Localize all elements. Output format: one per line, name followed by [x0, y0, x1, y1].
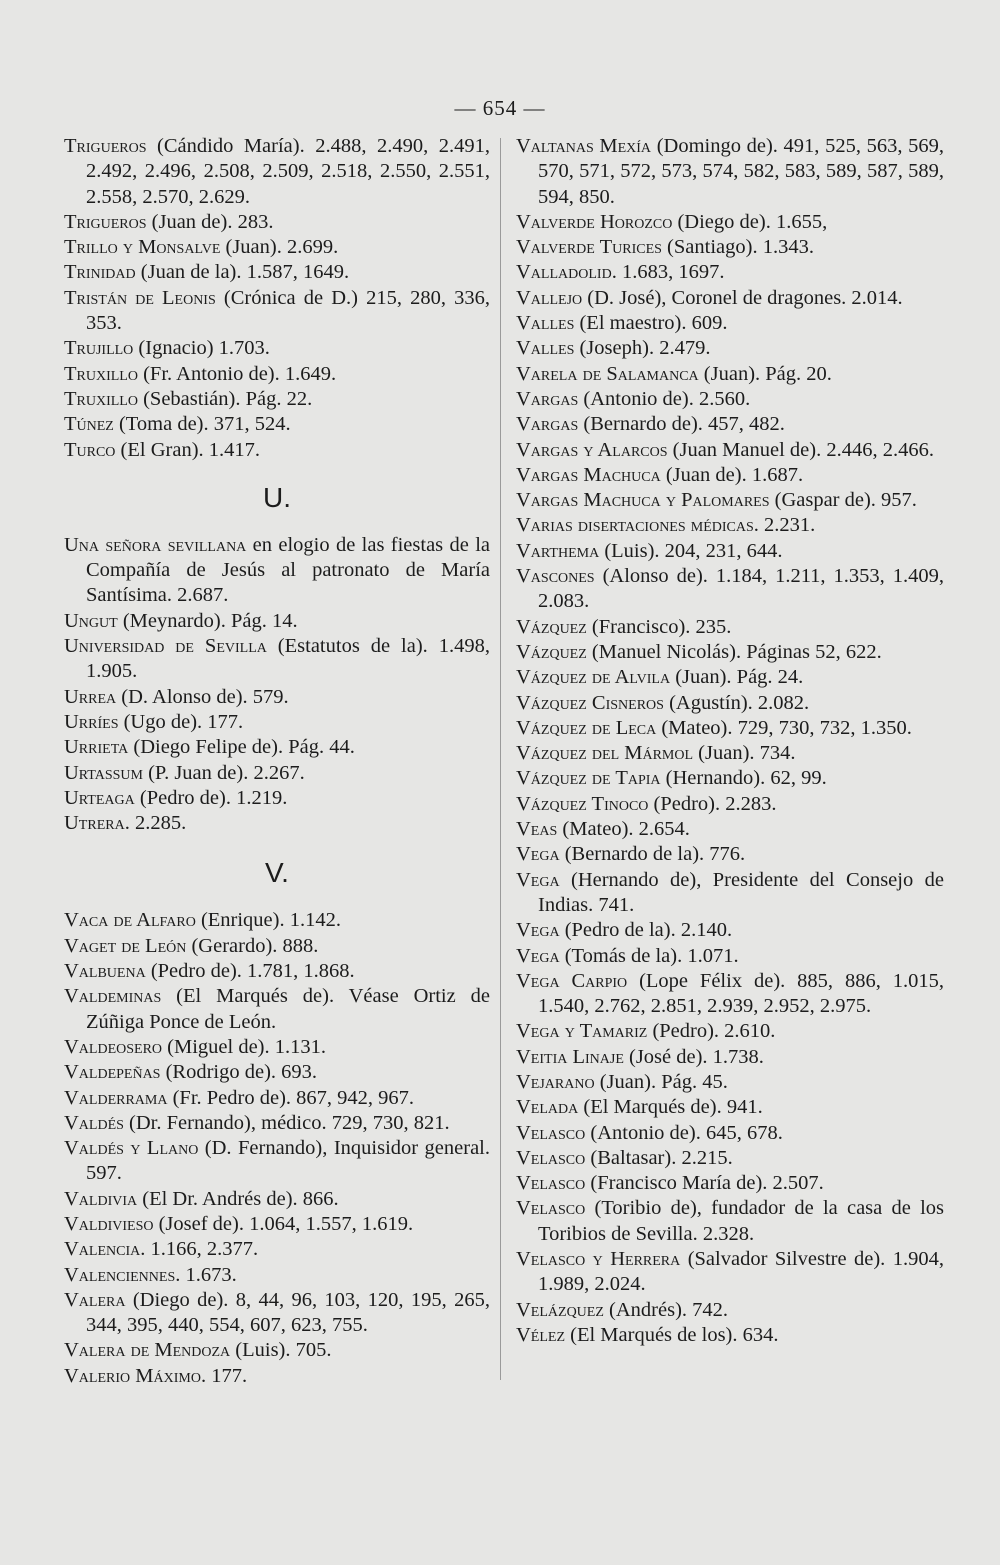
entry-text: (Diego de). 1.655, — [672, 210, 828, 233]
entry-text: (Francisco). 235. — [586, 615, 732, 638]
entry-headword: Varela de Salamanca — [516, 362, 699, 385]
index-entry — [516, 944, 944, 969]
index-entry — [516, 1171, 944, 1196]
entry-text: (Mateo). 729, 730, 732, 1.350. — [656, 716, 912, 739]
index-entry — [516, 665, 944, 690]
entry-text: (Ignacio) 1.703. — [133, 337, 270, 360]
entry-text: (Salvador Silvestre de). 1.904, 1.989, 2.024. — [538, 1248, 944, 1296]
right-entries — [516, 134, 944, 1348]
entry-headword: Vázquez de Leca — [516, 716, 657, 739]
entry-text: (Joseph). 2.479. — [574, 337, 711, 360]
entry-headword: Vargas — [516, 413, 579, 436]
entry-headword: Vargas — [516, 387, 579, 410]
index-entry — [516, 260, 944, 285]
index-entry — [64, 533, 490, 609]
entry-text: (Dr. Fernando), médico. 729, 730, 821. — [123, 1111, 450, 1134]
entry-text: (Juan de). 1.687. — [660, 463, 804, 486]
entry-text: (Diego Felipe de). Pág. 44. — [128, 736, 355, 759]
index-entry — [64, 286, 490, 337]
entry-headword: Vega — [516, 919, 560, 942]
entry-headword: Vázquez Cisneros — [516, 691, 664, 714]
index-entry — [64, 634, 490, 685]
entry-headword: Túnez — [64, 413, 114, 436]
entry-headword: Vaget de León — [64, 934, 187, 957]
index-entry — [516, 868, 944, 919]
entry-headword: Vega — [516, 843, 560, 866]
entry-text: . 2.231. — [753, 514, 816, 537]
index-entry — [64, 908, 490, 933]
index-entry — [64, 811, 490, 836]
index-entry — [64, 1060, 490, 1085]
entry-headword: Valles — [516, 312, 575, 335]
entry-headword: Velázquez — [516, 1298, 604, 1321]
entry-text: (El Dr. Andrés de). 866. — [137, 1187, 339, 1210]
entry-headword: Velasco — [516, 1172, 586, 1195]
index-entry — [516, 918, 944, 943]
entry-text: (Juan). Pág. 24. — [670, 666, 804, 689]
entry-text: (Meynardo). Pág. 14. — [117, 609, 298, 632]
entry-text: (El Marqués de los). 634. — [565, 1323, 779, 1346]
entry-headword: Valera — [64, 1288, 126, 1311]
entry-headword: Urrieta — [64, 736, 129, 759]
entry-headword: Turco — [64, 438, 116, 461]
entry-text: (Domingo de). 491, 525, 563, 569, 570, 571, 572, 573, 574, 582, 583, 589, 587, 589, 594, 850. — [538, 135, 944, 208]
index-entry — [516, 311, 944, 336]
index-entry — [516, 1070, 944, 1095]
entry-text: (Pedro de). 1.781, 1.868. — [145, 960, 355, 983]
index-entry — [516, 1019, 944, 1044]
entry-headword: Valdeminas — [64, 985, 162, 1008]
entry-headword: Valdivieso — [64, 1212, 154, 1235]
index-entry — [64, 1288, 490, 1339]
index-entry — [64, 336, 490, 361]
index-entry — [516, 1095, 944, 1120]
entry-text: (Luis). 705. — [230, 1339, 332, 1362]
entry-headword: Velada — [516, 1096, 579, 1119]
index-entry — [516, 969, 944, 1020]
index-entry — [64, 761, 490, 786]
index-entry — [64, 1212, 490, 1237]
entry-headword: Truxillo — [64, 387, 138, 410]
entry-headword: Valdés y Llano — [64, 1137, 199, 1160]
entry-headword: Urtassum — [64, 761, 143, 784]
entry-text: (Gaspar de). 957. — [769, 489, 917, 512]
entry-text: (Toribio de), fundador de la casa de los Toribios de Sevilla. 2.328. — [538, 1197, 944, 1245]
index-entry — [516, 640, 944, 665]
entry-text: (D. José), Coronel de dragones. 2.014. — [582, 286, 903, 309]
index-entry — [516, 539, 944, 564]
entry-text: (Pedro de). 1.219. — [134, 786, 288, 809]
entry-headword: Truxillo — [64, 362, 138, 385]
index-entry — [516, 210, 944, 235]
index-entry — [64, 959, 490, 984]
entry-headword: Trillo y Monsalve — [64, 236, 221, 259]
index-entry — [516, 741, 944, 766]
entry-headword: Velasco — [516, 1146, 586, 1169]
entry-headword: Varias disertaciones médicas — [516, 514, 754, 537]
index-entry — [64, 412, 490, 437]
entry-text: (Juan). Pág. 20. — [698, 362, 832, 385]
index-entry — [64, 735, 490, 760]
entry-text: (Toma de). 371, 524. — [113, 413, 291, 436]
entry-headword: Vega — [516, 944, 560, 967]
index-entry — [516, 1121, 944, 1146]
column-divider — [500, 138, 501, 1380]
entry-headword: Valencia — [64, 1238, 141, 1261]
index-entry — [64, 934, 490, 959]
entry-text: (Juan Manuel de). 2.446, 2.466. — [667, 438, 934, 461]
entry-text: (Baltasar). 2.215. — [585, 1146, 733, 1169]
index-entry — [64, 362, 490, 387]
entry-headword: Vázquez — [516, 640, 587, 663]
entry-headword: Una señora sevillana — [64, 533, 247, 556]
entry-text: (Josef de). 1.064, 1.557, 1.619. — [153, 1212, 414, 1235]
index-entry — [64, 134, 490, 210]
entry-text: (Lope Félix de). 885, 886, 1.015, 1.540, 2.762, 2.851, 2.939, 2.952, 2.975. — [538, 969, 944, 1018]
entry-text: (Santiago). 1.343. — [661, 236, 814, 259]
entry-text: (El Gran). 1.417. — [115, 438, 261, 461]
entry-text: (Pedro). 2.610. — [647, 1020, 776, 1043]
entry-headword: Valverde Turices — [516, 236, 662, 259]
index-entry — [516, 716, 944, 741]
entry-text: (Fr. Pedro de). 867, 942, 967. — [167, 1086, 415, 1109]
entry-text: (Juan). Pág. 45. — [594, 1070, 728, 1093]
index-entry — [64, 387, 490, 412]
index-entry — [516, 412, 944, 437]
entry-headword: Veitia Linaje — [516, 1045, 624, 1068]
entry-headword: Urríes — [64, 710, 119, 733]
entry-text: (Ugo de). 177. — [118, 710, 244, 733]
index-entry — [516, 842, 944, 867]
entry-headword: Valbuena — [64, 960, 146, 983]
entry-text: (D. Alonso de). 579. — [116, 685, 289, 708]
index-entry — [64, 1338, 490, 1363]
entry-headword: Valerio Máximo — [64, 1364, 201, 1387]
entry-headword: Urteaga — [64, 786, 135, 809]
index-entry — [516, 817, 944, 842]
entry-headword: Utrera — [64, 812, 125, 835]
t-entries — [64, 134, 490, 463]
entry-headword: Valdeosero — [64, 1035, 163, 1058]
entry-text: . 2.285. — [124, 812, 187, 835]
index-entry — [516, 1045, 944, 1070]
entry-headword: Vascones — [516, 565, 595, 588]
index-entry — [64, 438, 490, 463]
entry-text: (Juan de). 283. — [146, 210, 274, 233]
entry-headword: Trigueros — [64, 210, 147, 233]
entry-text: (Andrés). 742. — [603, 1298, 729, 1321]
entry-text: (Cándido María). 2.488, 2.490, 2.491, 2.492, 2.496, 2.508, 2.509, 2.518, 2.550, 2.551, 2.558, 2.570, 2.629. — [86, 135, 490, 208]
entry-headword: Vallejo — [516, 286, 583, 309]
index-entry — [516, 438, 944, 463]
index-entry — [516, 336, 944, 361]
entry-headword: Velasco y Herrera — [516, 1248, 681, 1271]
entry-text: (Miguel de). 1.131. — [162, 1035, 327, 1058]
entry-headword: Valdés — [64, 1111, 124, 1134]
index-entry — [64, 1111, 490, 1136]
index-entry — [64, 685, 490, 710]
index-entry — [64, 1364, 490, 1389]
entry-headword: Varthema — [516, 539, 600, 562]
index-entry — [64, 235, 490, 260]
entry-text: (Rodrigo de). 693. — [160, 1061, 318, 1084]
entry-headword: Valles — [516, 337, 575, 360]
entry-headword: Vázquez de Alvila — [516, 666, 671, 689]
index-entry — [516, 691, 944, 716]
entry-headword: Vega Carpio — [516, 969, 628, 992]
entry-text: (Hernando). 62, 99. — [660, 767, 827, 790]
entry-text: (Estatutos de la). 1.498, 1.905. — [86, 635, 490, 683]
index-entry — [516, 1247, 944, 1298]
index-entry — [516, 235, 944, 260]
entry-text: (Crónica de D.) 215, 280, 336, 353. — [86, 286, 490, 335]
entry-text: (Juan). 2.699. — [220, 236, 339, 259]
entry-text: . 1.683, 1697. — [611, 261, 725, 284]
index-entry — [516, 134, 944, 210]
entry-headword: Velasco — [516, 1197, 586, 1220]
entry-headword: Vázquez Tinoco — [516, 792, 649, 815]
entry-headword: Vaca de Alfaro — [64, 909, 196, 932]
index-entry — [64, 210, 490, 235]
entry-text: (Antonio de). 645, 678. — [585, 1121, 783, 1144]
entry-headword: Trinidad — [64, 261, 136, 284]
section-letter-u: U. — [263, 481, 291, 513]
entry-headword: Urrea — [64, 685, 117, 708]
index-entry — [64, 1035, 490, 1060]
entry-headword: Vélez — [516, 1323, 566, 1346]
entry-text: (Hernando de), Presidente del Consejo de Indias. 741. — [538, 868, 944, 916]
entry-text: (Antonio de). 2.560. — [578, 387, 751, 410]
entry-text: (Juan de la). 1.587, 1649. — [135, 261, 350, 284]
index-entry — [64, 1263, 490, 1288]
page-number: — 654 — — [454, 96, 546, 120]
left-column — [64, 134, 490, 1389]
entry-text: en elogio de las fiestas de la Compañía de Jesús al patronato de María Santísima. 2.687. — [86, 533, 491, 607]
index-entry — [516, 792, 944, 817]
index-entry — [516, 387, 944, 412]
index-entry — [64, 786, 490, 811]
index-entry — [64, 710, 490, 735]
entry-text: (Luis). 204, 231, 644. — [599, 539, 783, 562]
index-entry — [516, 1323, 944, 1348]
index-entry — [516, 1146, 944, 1171]
index-entry — [516, 362, 944, 387]
entry-text: . 1.673. — [175, 1263, 237, 1286]
index-entry — [64, 1237, 490, 1262]
index-entry — [64, 1136, 490, 1187]
entry-text: (Bernardo de). 457, 482. — [578, 413, 785, 436]
index-entry — [516, 1298, 944, 1323]
entry-text: (Diego de). 8, 44, 96, 103, 120, 195, 265, 344, 395, 440, 554, 607, 623, 755. — [86, 1288, 490, 1337]
entry-headword: Trujillo — [64, 337, 134, 360]
entry-text: (Manuel Nicolás). Páginas 52, 622. — [586, 640, 882, 663]
entry-headword: Vargas Machuca y Palomares — [516, 489, 770, 512]
entry-text: (Pedro de la). 2.140. — [559, 919, 733, 942]
entry-text: (P. Juan de). 2.267. — [142, 761, 305, 784]
entry-headword: Vázquez del Mármol — [516, 742, 694, 765]
entry-text: (Fr. Antonio de). 1.649. — [137, 362, 337, 385]
entry-headword: Vargas Machuca — [516, 463, 661, 486]
entry-headword: Valverde Horozco — [516, 210, 673, 233]
entry-headword: Valladolid — [516, 261, 612, 284]
entry-headword: Vargas y Alarcos — [516, 438, 668, 461]
entry-text: (Agustín). 2.082. — [663, 691, 810, 714]
entry-headword: Vejarano — [516, 1070, 595, 1093]
entry-text: (Pedro). 2.283. — [648, 792, 777, 815]
entry-text: (Sebastián). Pág. 22. — [137, 387, 313, 410]
entry-headword: Vega y Tamariz — [516, 1020, 648, 1043]
entry-text: (El Marqués de). 941. — [578, 1096, 763, 1119]
entry-headword: Tristán de Leonis — [64, 286, 216, 309]
entry-headword: Vázquez — [516, 615, 587, 638]
entry-text: (El maestro). 609. — [574, 312, 728, 335]
entry-text: (Tomás de la). 1.071. — [559, 944, 739, 967]
entry-headword: Valtanas Mexía — [516, 135, 652, 157]
entry-headword: Velasco — [516, 1121, 586, 1144]
entry-text: (Bernardo de la). 776. — [559, 843, 746, 866]
entry-headword: Valdivia — [64, 1187, 138, 1210]
entry-text: . 177. — [200, 1364, 248, 1387]
entry-text: . 1.166, 2.377. — [140, 1238, 259, 1261]
entry-headword: Universidad de Sevilla — [64, 635, 267, 658]
index-entry — [516, 615, 944, 640]
index-entry — [516, 488, 944, 513]
entry-text: (Alonso de). 1.184, 1.211, 1.353, 1.409, 2.083. — [538, 565, 944, 613]
index-entry — [64, 1187, 490, 1212]
index-entry — [516, 513, 944, 538]
entry-headword: Valderrama — [64, 1086, 168, 1109]
entry-text: (Francisco María de). 2.507. — [585, 1172, 824, 1195]
index-entry — [64, 609, 490, 634]
index-entry — [64, 1086, 490, 1111]
entry-headword: Ungut — [64, 609, 118, 632]
entry-headword: Trigueros — [64, 135, 147, 157]
index-entry — [64, 260, 490, 285]
index-entry — [516, 564, 944, 615]
entry-headword: Valera de Mendoza — [64, 1339, 231, 1362]
entry-text: (D. Fernando), Inquisidor general. 597. — [86, 1137, 490, 1185]
v-entries — [64, 908, 490, 1389]
entry-text: (Mateo). 2.654. — [557, 818, 690, 841]
index-entry — [516, 1196, 944, 1247]
index-entry — [516, 286, 944, 311]
entry-text: (Enrique). 1.142. — [195, 909, 341, 932]
right-column — [516, 134, 944, 1348]
entry-headword: Valdepeñas — [64, 1061, 161, 1084]
index-entry — [64, 984, 490, 1035]
u-entries — [64, 533, 490, 837]
entry-text: (El Marqués de). Véase Ortiz de Zúñiga Ponce de León. — [86, 985, 490, 1033]
index-entry — [516, 766, 944, 791]
entry-text: (José de). 1.738. — [623, 1045, 764, 1068]
section-letter-v: V. — [265, 857, 289, 889]
entry-headword: Vázquez de Tapia — [516, 767, 661, 790]
entry-headword: Valenciennes — [64, 1263, 176, 1286]
index-entry — [516, 463, 944, 488]
entry-headword: Veas — [516, 818, 558, 841]
entry-text: (Juan). 734. — [693, 742, 796, 765]
entry-text: (Gerardo). 888. — [186, 934, 319, 957]
entry-headword: Vega — [516, 868, 560, 891]
